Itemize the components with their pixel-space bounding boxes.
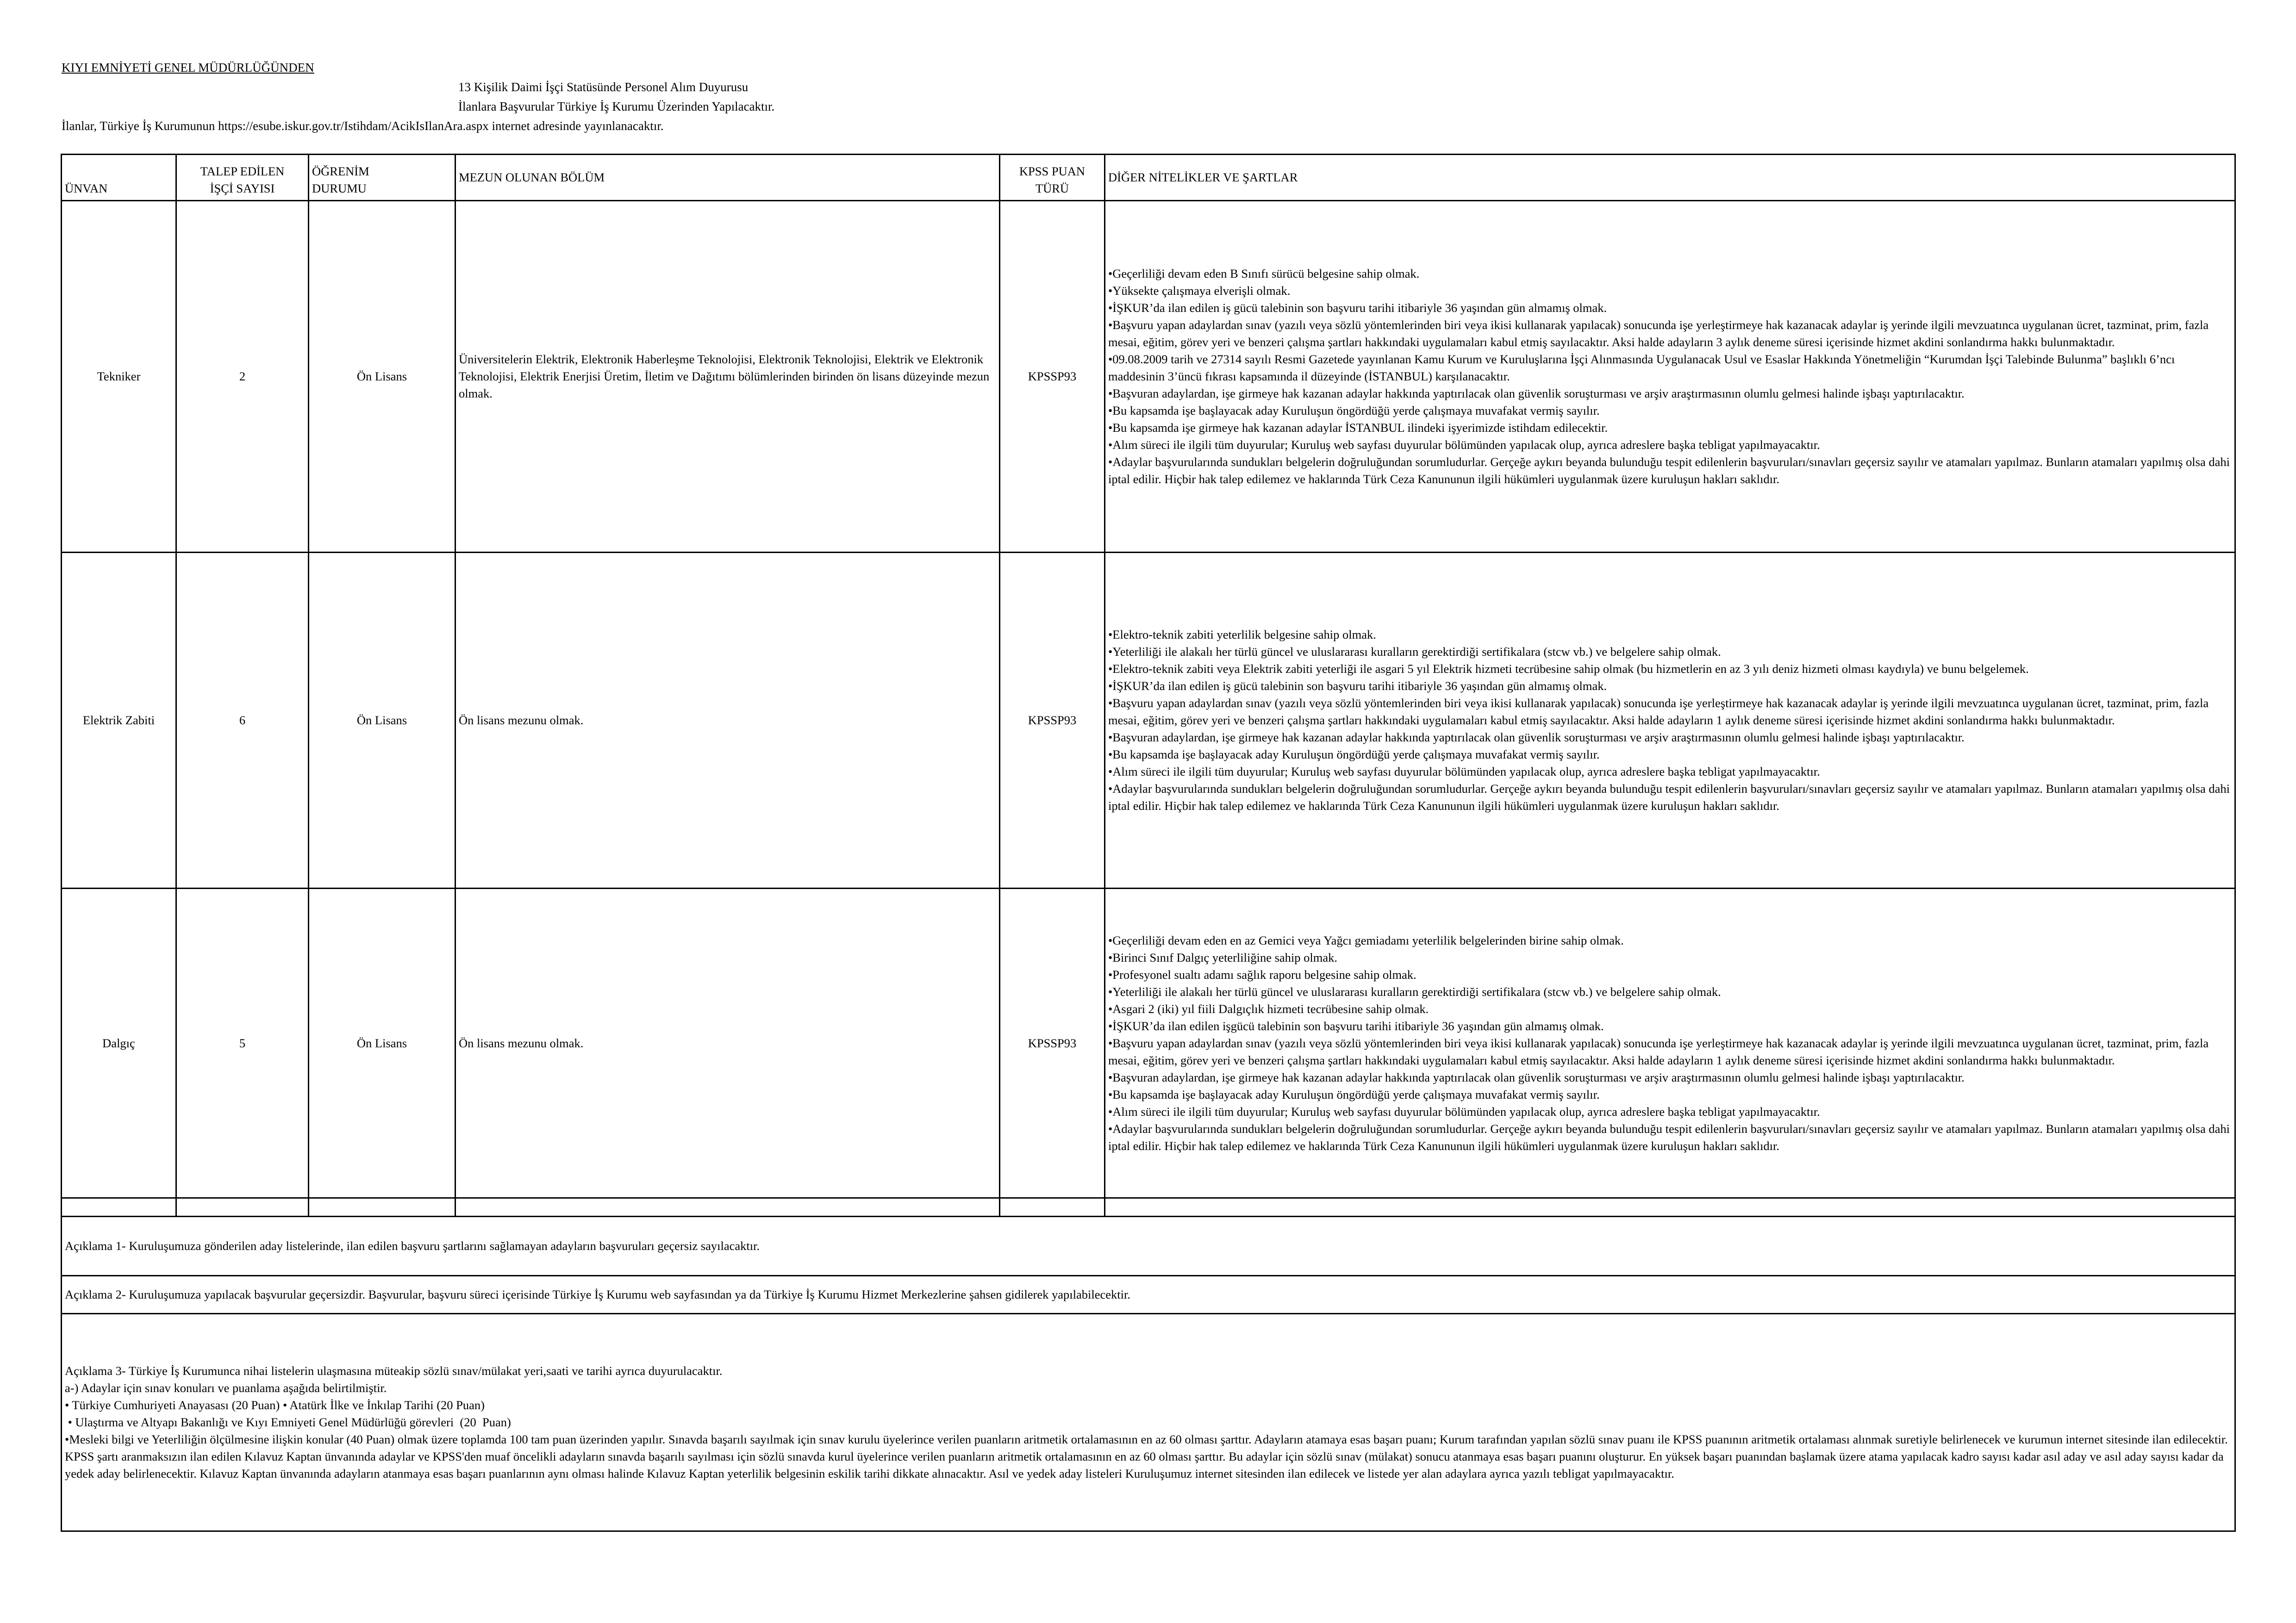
listing-url-info: İlanlar, Türkiye İş Kurumunun https://esube.iskur.gov.tr/Istihdam/AcikIsIlanAra.aspx internet adresinde yayınlanacaktır. — [62, 119, 664, 133]
spacer-row — [62, 1198, 2235, 1217]
requirement-item: •İŞKUR’da ilan edilen iş gücü talebinin son başvuru tarihi itibariyle 36 yaşından gün almamış olmak. — [1108, 301, 1607, 315]
col-header-education — [309, 155, 455, 201]
row-count: 6 — [176, 553, 309, 889]
requirement-item: •Başvuran adaylardan, işe girmeye hak kazanan adaylar hakkında yaptırılacak olan güvenlik soruşturması ve arşiv araştırmasının olumlu gelmesi halinde işbaşı yaptırılacaktır. — [1108, 1070, 1965, 1084]
requirement-item: •Yüksekte çalışmaya elverişli olmak. — [1108, 284, 1291, 298]
requirement-item: •Başvuru yapan adaylardan sınav (yazılı veya sözlü yöntemlerinden biri veya ikisi kullanarak yapılacak) sonucunda işe yerleştirmeye hak kazanacak adaylar iş yerinde ilgili mevzuatınca uygulanan ücret, tazminat, prim, fazla mesai, eğitim, görev yeri ve benzeri çalışma şartları hakkındaki uygulamaları kabul etmiş sayılacaktır. Aksi halde adayların 1 aylık deneme süresi içerisinde hizmet akdini sonlandırma hakkı bulunmaktadır. — [1108, 1036, 2209, 1067]
row-requirements — [1105, 201, 2235, 553]
note-row-1 — [62, 1217, 2235, 1276]
announcement-title: 13 Kişilik Daimi İşçi Statüsünde Personel Alım Duyurusu — [458, 80, 749, 94]
note-row-3 — [62, 1314, 2235, 1531]
row-title: Tekniker — [62, 201, 176, 553]
note-row-2 — [62, 1276, 2235, 1314]
row-education: Ön Lisans — [309, 889, 455, 1198]
requirement-item: •Bu kapsamda işe başlayacak aday Kuruluşun öngördüğü yerde çalışmaya muvafakat vermiş sayılır. — [1108, 404, 1600, 417]
requirement-item: •Asgari 2 (iki) yıl fiili Dalgıçlık hizmeti tecrübesine sahip olmak. — [1108, 1001, 1429, 1016]
requirement-item: •Alım süreci ile ilgili tüm duyurular; Kuruluş web sayfası duyurular bölümünden yapılacak olup, ayrıca adreslere başka tebligat yapılmayacaktır. — [1108, 438, 1820, 452]
col-header-kpss-line1: KPSS PUAN — [1019, 164, 1086, 178]
requirement-item: •Bu kapsamda işe başlayacak aday Kuruluşun öngördüğü yerde çalışmaya muvafakat vermiş sayılır. — [1108, 1087, 1600, 1101]
col-header-education-line1: ÖĞRENİM — [312, 164, 369, 178]
requirement-item: •İŞKUR’da ilan edilen iş gücü talebinin son başvuru tarihi itibariyle 36 yaşından gün almamış olmak. — [1108, 679, 1607, 693]
col-header-title: ÜNVAN — [62, 155, 176, 201]
row-department: Üniversitelerin Elektrik, Elektronik Haberleşme Teknolojisi, Elektronik Teknolojisi, Elektrik ve Elektronik Teknolojisi, Elektrik Enerjisi Üretim, İletim ve Dağıtımı bölümlerinden birinden ön lisans düzeyinde mezun olmak. — [455, 201, 1000, 553]
col-header-kpss-line2: TÜRÜ — [1035, 181, 1069, 195]
table-row — [62, 553, 2235, 889]
col-header-count — [176, 155, 309, 201]
application-info: İlanlara Başvurular Türkiye İş Kurumu Üzerinden Yapılacaktır. — [458, 99, 775, 113]
requirement-item: •Başvuru yapan adaylardan sınav (yazılı veya sözlü yöntemlerinden biri veya ikisi kullanarak yapılacak) sonucunda işe yerleştirmeye hak kazanacak adaylar iş yerinde ilgili mevzuatınca uygulanan ücret, tazminat, prim, fazla mesai, eğitim, görev yeri ve benzeri çalışma şartları hakkındaki uygulamaları kabul etmiş sayılacaktır. Aksi halde adayların 3 aylık deneme süresi içerisinde hizmet akdini sonlandırma hakkı bulunmaktadır. — [1108, 318, 2209, 349]
requirement-item: •09.08.2009 tarih ve 27314 sayılı Resmi Gazetede yayınlanan Kamu Kurum ve Kuruluşlarına İşçi Alınmasında Uygulanacak Usul ve Esaslar Hakkında Yönetmeliğin “Kurumdan İşçi Talebinde Bulunma” başlıklı 6’ncı maddesinin 3’üncü fıkrası kapsamında il düzeyinde (İSTANBUL) karşılanacaktır. — [1108, 352, 2175, 383]
requirement-item: •Birinci Sınıf Dalgıç yeterliliğine sahip olmak. — [1108, 950, 1338, 964]
row-title: Dalgıç — [62, 889, 176, 1198]
requirement-item: •İŞKUR’da ilan edilen işgücü talebinin son başvuru tarihi itibariyle 36 yaşından gün almamış olmak. — [1108, 1019, 1604, 1033]
col-header-requirements: DİĞER NİTELİKLER VE ŞARTLAR — [1105, 155, 2235, 201]
requirement-item: •Adaylar başvurularında sundukları belgelerin doğruluğundan sorumludurlar. Gerçeğe aykırı beyanda bulunduğu tespit edilenlerin başvuruları/sınavları geçersiz sayılır ve atamaları yapılmaz. Bunların atamaları yapılmış olsa dahi iptal edilir. Hiçbir hak talep edilemez ve haklarında Türk Ceza Kanununun ilgili hükümleri uygulanmak üzere kuruluşun hakları saklıdır. — [1108, 1121, 2230, 1153]
note-3-line: Açıklama 3- Türkiye İş Kurumunca nihai listelerin ulaşmasına müteakip sözlü sınav/mülakat yeri,saati ve tarihi ayrıca duyurulacaktır. — [65, 1364, 723, 1378]
row-department: Ön lisans mezunu olmak. — [455, 553, 1000, 889]
requirement-item: •Profesyonel sualtı adamı sağlık raporu belgesine sahip olmak. — [1108, 967, 1416, 982]
requirement-item: •Bu kapsamda işe girmeye hak kazanan adaylar İSTANBUL ilindeki işyerimizde istihdam edilecektir. — [1108, 421, 1608, 435]
requirement-item: •Elektro-teknik zabiti yeterlilik belgesine sahip olmak. — [1108, 628, 1376, 641]
note-2: Açıklama 2- Kuruluşumuza yapılacak başvurular geçersizdir. Başvurular, başvuru süreci içerisinde Türkiye İş Kurumu web sayfasından ya da Türkiye İş Kurumu Hizmet Merkezlerine şahsen gidilerek yapılabilecektir. — [62, 1276, 2235, 1314]
col-header-department: MEZUN OLUNAN BÖLÜM — [455, 155, 1000, 201]
table-header-row — [62, 155, 2235, 201]
requirement-item: •Başvuran adaylardan, işe girmeye hak kazanan adaylar hakkında yaptırılacak olan güvenlik soruşturması ve arşiv araştırmasının olumlu gelmesi halinde işbaşı yaptırılacaktır. — [1108, 730, 1965, 744]
requirement-item: •Alım süreci ile ilgili tüm duyurular; Kuruluş web sayfası duyurular bölümünden yapılacak olup, ayrıca adreslere başka tebligat yapılmayacaktır. — [1108, 765, 1820, 778]
requirement-item: •Geçerliliği devam eden B Sınıfı sürücü belgesine sahip olmak. — [1108, 267, 1420, 280]
table-row — [62, 201, 2235, 553]
requirement-item: •Başvuran adaylardan, işe girmeye hak kazanan adaylar hakkında yaptırılacak olan güvenlik soruşturması ve arşiv araştırmasının olumlu gelmesi halinde işbaşı yaptırılacaktır. — [1108, 386, 1965, 400]
row-education: Ön Lisans — [309, 201, 455, 553]
row-requirements — [1105, 553, 2235, 889]
organization-title: KIYI EMNİYETİ GENEL MÜDÜRLÜĞÜNDEN — [62, 61, 314, 75]
note-3-line: a-) Adaylar için sınav konuları ve puanlama aşağıda belirtilmiştir. — [65, 1381, 387, 1395]
requirement-item: •Yeterliliği ile alakalı her türlü güncel ve uluslararası kuralların gerektirdiği sertifikalara (stcw vb.) ve belgelere sahip olmak. — [1108, 645, 1721, 659]
col-header-count-line2: İŞÇİ SAYISI — [210, 181, 275, 195]
row-department: Ön lisans mezunu olmak. — [455, 889, 1000, 1198]
col-header-count-line1: TALEP EDİLEN — [200, 164, 285, 178]
requirement-item: •Bu kapsamda işe başlayacak aday Kuruluşun öngördüğü yerde çalışmaya muvafakat vermiş sayılır. — [1108, 747, 1600, 761]
row-kpss: KPSSP93 — [1000, 553, 1105, 889]
positions-table — [61, 154, 2236, 1532]
requirement-item: •Geçerliliği devam eden en az Gemici veya Yağcı gemiadamı yeterlilik belgelerinden birine sahip olmak. — [1108, 933, 1624, 947]
row-title: Elektrik Zabiti — [62, 553, 176, 889]
row-education: Ön Lisans — [309, 553, 455, 889]
note-3-line: • Türkiye Cumhuriyeti Anayasası (20 Puan) • Atatürk İlke ve İnkılap Tarihi (20 Puan) — [65, 1398, 485, 1412]
note-1: Açıklama 1- Kuruluşumuza gönderilen aday listelerinde, ilan edilen başvuru şartlarını sağlamayan adayların başvuruları geçersiz sayılacaktır. — [62, 1217, 2235, 1276]
requirement-item: •Başvuru yapan adaylardan sınav (yazılı veya sözlü yöntemlerinden biri veya ikisi kullanarak yapılacak) sonucunda işe yerleştirmeye hak kazanacak adaylar iş yerinde ilgili mevzuatınca uygulanan ücret, tazminat, prim, fazla mesai, eğitim, görev yeri ve benzeri çalışma şartları hakkındaki uygulamaları kabul etmiş sayılacaktır. Aksi halde adayların 1 aylık deneme süresi içerisinde hizmet akdini sonlandırma hakkı bulunmaktadır. — [1108, 696, 2209, 727]
requirement-item: •Adaylar başvurularında sundukları belgelerin doğruluğundan sorumludurlar. Gerçeğe aykırı beyanda bulunduğu tespit edilenlerin başvuruları/sınavları geçersiz sayılır ve atamaları yapılmaz. Bunların atamaları yapılmış olsa dahi iptal edilir. Hiçbir hak talep edilemez ve haklarında Türk Ceza Kanununun ilgili hükümleri uygulanmak üzere kuruluşun hakları saklıdır. — [1108, 782, 2230, 813]
row-kpss: KPSSP93 — [1000, 889, 1105, 1198]
requirement-item: •Yeterliliği ile alakalı her türlü güncel ve uluslararası kuralların gerektirdiği sertifikalara (stcw vb.) ve belgelere sahip olmak. — [1108, 984, 1721, 999]
col-header-education-line2: DURUMU — [312, 181, 367, 195]
col-header-kpss — [1000, 155, 1105, 201]
row-count: 2 — [176, 201, 309, 553]
row-requirements — [1105, 889, 2235, 1198]
table-row — [62, 889, 2235, 1198]
row-kpss: KPSSP93 — [1000, 201, 1105, 553]
note-3-line: • Ulaştırma ve Altyapı Bakanlığı ve Kıyı Emniyeti Genel Müdürlüğü görevleri (20 Puan) — [65, 1415, 511, 1429]
requirement-item: •Adaylar başvurularında sundukları belgelerin doğruluğundan sorumludurlar. Gerçeğe aykırı beyanda bulunduğu tespit edilenlerin başvuruları/sınavları geçersiz sayılır ve atamaları yapılmaz. Bunların atamaları yapılmış olsa dahi iptal edilir. Hiçbir hak talep edilemez ve haklarında Türk Ceza Kanununun ilgili hükümleri uygulanmak üzere kuruluşun hakları saklıdır. — [1108, 455, 2230, 486]
requirement-item: •Elektro-teknik zabiti veya Elektrik zabiti yeterliği ile asgari 5 yıl Elektrik hizmeti tecrübesine sahip olmak (bu hizmetlerin en az 3 yılı deniz hizmeti olması kaydıyla) ve bunu belgelemek. — [1108, 662, 2029, 676]
requirement-item: •Alım süreci ile ilgili tüm duyurular; Kuruluş web sayfası duyurular bölümünden yapılacak olup, ayrıca adreslere başka tebligat yapılmayacaktır. — [1108, 1104, 1820, 1119]
note-3 — [62, 1314, 2235, 1531]
note-3-line: •Mesleki bilgi ve Yeterliliğin ölçülmesine ilişkin konular (40 Puan) olmak üzere toplamda 100 tam puan üzerinden yapılır. Sınavda başarılı sayılmak için sınav kurulu üyelerince verilen puanların aritmetik ortalamasının en az 60 olması şarttır. Adayların atamaya esas başarı puanı; Kurum tarafından yapılan sözlü sınav puanı ile KPSS puanının aritmetik ortalaması alınmak suretiyle belirlenecek ve kurumun internet sitesinde ilan edilecektir. KPSS şartı aranmaksızın ilan edilen Kılavuz Kaptan ünvanında adaylar ve KPSS'den muaf öncelikli adayların sınavda başarılı sayılması için sözlü sınavda kurul üyelerince verilen puanların aritmetik ortalamasının en az 60 olması şarttır. Bu adaylar için sözlü sınav (mülakat) sonucu atanmaya esas başarı puanını oluşturur. En yüksek başarı puanından başlamak üzere atama yapılacak kadro sayısı kadar asıl aday ve asıl aday sayısı kadar da yedek aday belirlenecektir. Kılavuz Kaptan ünvanında adayların atanmaya esas başarı puanlarının aynı olması halinde Kılavuz Kaptan yeterlilik belgesinin eskilik tarihi dikkate alınacaktır. Asıl ve yedek aday listeleri Kuruluşumuz internet sitesinden ilan edilecek ve listede yer alan adaylara ayrıca yazılı tebligat yapılmayacaktır. — [65, 1432, 2228, 1480]
row-count: 5 — [176, 889, 309, 1198]
